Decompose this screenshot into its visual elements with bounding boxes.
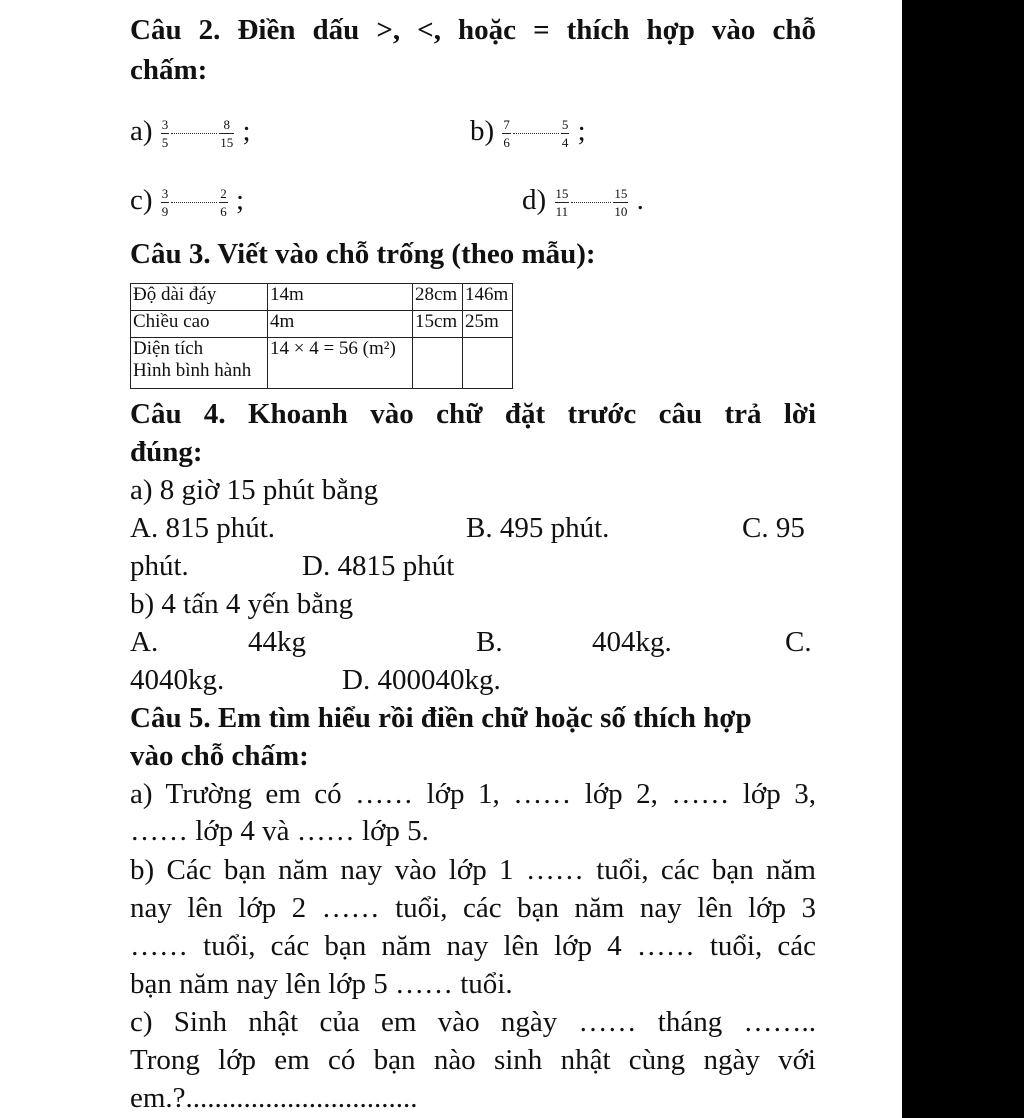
fraction <box>219 118 234 149</box>
cau5-line: a) Trường em có …… lớp 1, …… lớp 2, …… lớp 3, <box>130 778 816 810</box>
cau5-line: b) Các bạn năm nay vào lớp 1 …… tuổi, các bạn năm <box>130 854 816 886</box>
cau4-b-option-a: A. <box>130 626 159 658</box>
cau5-line: nay lên lớp 2 …… tuổi, các bạn năm nay lên lớp 3 <box>130 892 816 924</box>
cau4-a-option-a: A. 815 phút. <box>130 512 275 544</box>
black-margin-bar <box>902 0 1024 1118</box>
cau4-a-option-c-cont: phút. <box>130 550 189 582</box>
cau2-item-a <box>130 113 251 149</box>
denominator: 6 <box>503 134 510 150</box>
cau4-b-question: b) 4 tấn 4 yến bằng <box>130 588 354 620</box>
cau4-a-question: a) 8 giờ 15 phút bằng <box>130 474 379 506</box>
cau4-a-option-c: C. 95 <box>742 512 805 544</box>
cau5-line: Trong lớp em có bạn nào sinh nhật cùng ngày với <box>130 1044 816 1076</box>
numerator: 7 <box>503 116 510 132</box>
numerator: 15 <box>614 185 628 201</box>
punctuation: ; <box>577 115 586 147</box>
cau4-title-cont: đúng: <box>130 436 203 468</box>
cau2-title: Câu 2. Điền dấu >, <, hoặc = thích hợp vào chỗ <box>130 14 816 46</box>
denominator: 6 <box>220 203 227 219</box>
fill-dots <box>171 132 217 134</box>
table-row <box>131 338 513 389</box>
cau4-b-option-d: D. 400040kg. <box>342 664 501 696</box>
cau4-b-option-c: C. <box>785 626 812 658</box>
cau5-line: …… tuổi, các bạn năm nay lên lớp 4 …… tuổi, các <box>130 930 816 962</box>
numerator: 15 <box>555 185 569 201</box>
item-label: c) <box>130 184 153 216</box>
table-cell: Chiều cao <box>131 311 268 338</box>
fraction <box>561 118 570 149</box>
table-cell: Độ dài đáy <box>131 284 268 311</box>
table-cell <box>131 338 268 389</box>
fraction <box>502 118 511 149</box>
fill-dots <box>571 201 611 203</box>
denominator: 15 <box>220 134 234 150</box>
cau5-line: …… lớp 4 và …… lớp 5. <box>130 815 429 847</box>
cau4-b-option-b-value: 404kg. <box>592 626 672 658</box>
table-cell <box>413 338 463 389</box>
cau5-line: c) Sinh nhật của em vào ngày …… tháng …….. <box>130 1006 816 1038</box>
fraction <box>161 187 170 218</box>
fraction <box>161 118 170 149</box>
cell-line: Hình bình hành <box>133 360 252 381</box>
denominator: 4 <box>561 134 569 150</box>
cau5-line: bạn năm nay lên lớp 5 …… tuổi. <box>130 968 513 1000</box>
numerator: 3 <box>161 185 169 201</box>
denominator: 9 <box>161 203 169 219</box>
fraction <box>613 187 628 218</box>
cau4-a-option-d: D. 4815 phút <box>302 550 455 582</box>
cau2-item-c <box>130 182 244 218</box>
denominator: 5 <box>161 134 169 150</box>
numerator: 5 <box>561 116 569 132</box>
table-cell: 25m <box>463 311 513 338</box>
cau4-title: Câu 4. Khoanh vào chữ đặt trước câu trả lời <box>130 398 816 430</box>
cell-line: Diện tích <box>133 338 204 359</box>
cau2-title-cont: chấm: <box>130 54 208 86</box>
item-label: b) <box>470 115 495 147</box>
cau5-title-cont: vào chỗ chấm: <box>130 740 309 772</box>
denominator: 11 <box>555 203 569 219</box>
table-cell: 28cm <box>413 284 463 311</box>
punctuation: . <box>636 184 644 216</box>
denominator: 10 <box>614 203 628 219</box>
punctuation: ; <box>236 184 245 216</box>
area-table <box>130 283 513 389</box>
item-label: a) <box>130 115 153 147</box>
cau2-item-d <box>522 182 644 218</box>
fill-dots <box>513 132 559 134</box>
cau3-title: Câu 3. Viết vào chỗ trống (theo mẫu): <box>130 238 596 270</box>
fraction <box>219 187 228 218</box>
cau4-b-option-b: B. <box>476 626 503 658</box>
cau5-title: Câu 5. Em tìm hiểu rồi điền chữ hoặc số thích hợp <box>130 702 752 734</box>
table-cell: 146m <box>463 284 513 311</box>
cau2-item-b <box>470 113 586 149</box>
fill-dots <box>171 201 217 203</box>
table-cell: 14 × 4 = 56 (m²) <box>268 338 413 389</box>
cau4-a-option-b: B. 495 phút. <box>466 512 610 544</box>
fraction <box>554 187 569 218</box>
numerator: 2 <box>220 185 227 201</box>
numerator: 8 <box>223 116 231 132</box>
item-label: d) <box>522 184 547 216</box>
cau4-b-option-a-value: 44kg <box>248 626 306 658</box>
cau5-line: em.?................................ <box>130 1082 418 1114</box>
numerator: 3 <box>161 116 169 132</box>
table-cell: 15cm <box>413 311 463 338</box>
cau4-b-option-c-cont: 4040kg. <box>130 664 225 696</box>
table-cell: 14m <box>268 284 413 311</box>
table-row <box>131 311 513 338</box>
punctuation: ; <box>242 115 251 147</box>
table-cell <box>463 338 513 389</box>
table-row <box>131 284 513 311</box>
table-cell: 4m <box>268 311 413 338</box>
